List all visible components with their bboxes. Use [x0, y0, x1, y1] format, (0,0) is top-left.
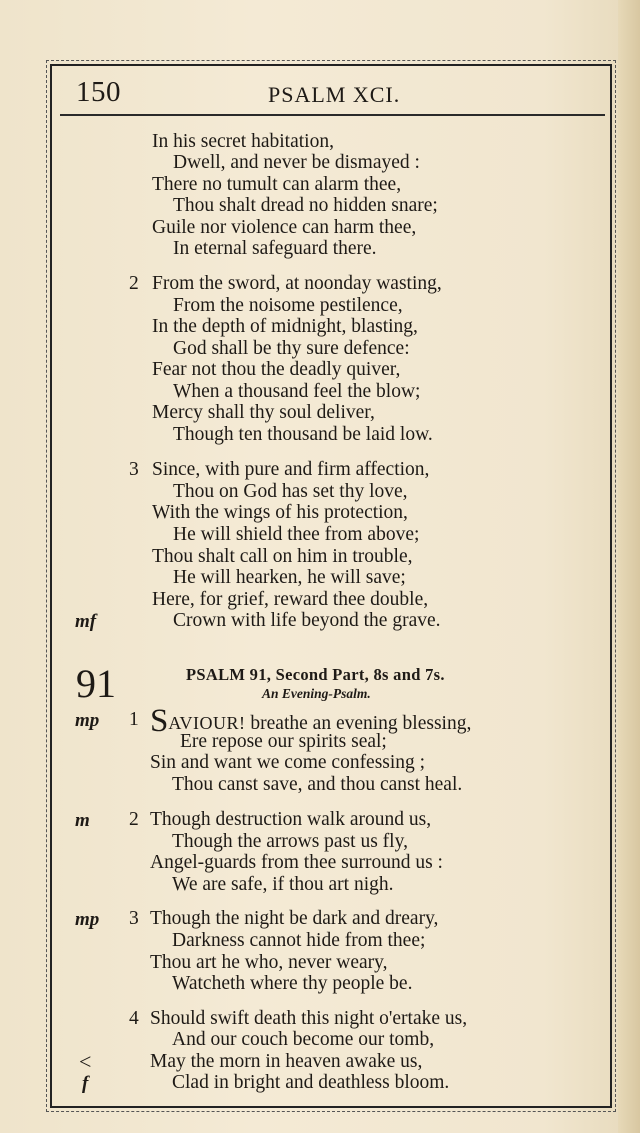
header-rule [60, 114, 605, 116]
verse-line: He will hearken, he will save; [173, 567, 406, 588]
page-spine-shadow [618, 0, 640, 1133]
verse-number: 2 [129, 809, 139, 830]
hymn-title: PSALM 91, Second Part, 8s and 7s. [186, 665, 445, 684]
verse-line: May the morn in heaven awake us, [150, 1051, 423, 1072]
verse-line: In the depth of midnight, blasting, [152, 316, 418, 337]
verse-line: Though the night be dark and dreary, [150, 908, 439, 929]
verse-line: Angel-guards from thee surround us : [150, 852, 443, 873]
verse-line: Sin and want we come confessing ; [150, 752, 426, 773]
first-line-tail: breathe an evening blessing, [245, 713, 472, 734]
verse-line: Thou shalt dread no hidden snare; [173, 195, 438, 216]
verse-number: 3 [129, 908, 139, 929]
verse-line: Crown with life beyond the grave. [173, 610, 441, 631]
verse-line: We are safe, if thou art nigh. [172, 874, 394, 895]
verse-line: Thou canst save, and thou canst heal. [172, 774, 463, 795]
verse-line: Though destruction walk around us, [150, 809, 432, 830]
crescendo-mark: < [79, 1049, 92, 1074]
verse-line: Since, with pure and firm affection, [152, 459, 430, 480]
verse-line: Dwell, and never be dismayed : [173, 152, 420, 173]
dynamic-mark-mf: mf [75, 611, 97, 632]
verse-line: When a thousand feel the blow; [173, 381, 421, 402]
verse-line: In his secret habitation, [152, 131, 334, 152]
verse-line: And our couch become our tomb, [172, 1029, 435, 1050]
drop-cap-letter: S [150, 703, 169, 739]
verse-line: In eternal safeguard there. [173, 238, 377, 259]
page-number: 150 [76, 76, 121, 108]
dynamic-mark-mp: mp [75, 710, 100, 731]
verse-line: God shall be thy sure defence: [173, 338, 410, 359]
verse-line: With the wings of his protection, [152, 502, 408, 523]
first-word-rest: AVIOUR! [168, 713, 246, 733]
verse-line: From the sword, at noonday wasting, [152, 273, 442, 294]
verse-line: Here, for grief, reward thee double, [152, 589, 429, 610]
dynamic-mark-f: f [82, 1073, 89, 1094]
verse-line: Watcheth where thy people be. [172, 973, 413, 994]
hymn-number: 91 [76, 661, 116, 706]
verse-line: Fear not thou the deadly quiver, [152, 359, 401, 380]
verse-number: 3 [129, 459, 139, 480]
verse-line: Though the arrows past us fly, [172, 831, 408, 852]
verse-line: Should swift death this night o'ertake us, [150, 1008, 468, 1029]
hymn-subtitle: An Evening-Psalm. [262, 686, 371, 701]
verse-line: Though ten thousand be laid low. [173, 424, 433, 445]
verse-line: Mercy shall thy soul deliver, [152, 402, 375, 423]
verse-line: There no tumult can alarm thee, [152, 174, 402, 195]
running-title: PSALM XCI. [268, 82, 401, 107]
verse-line: Ere repose our spirits seal; [180, 731, 387, 752]
verse-line: From the noisome pestilence, [173, 295, 403, 316]
verse-number: 2 [129, 273, 139, 294]
verse-line: Thou shalt call on him in trouble, [152, 546, 413, 567]
verse-line: Thou on God has set thy love, [173, 481, 408, 502]
verse-number: 4 [129, 1008, 139, 1029]
verse-number: 1 [129, 709, 139, 730]
verse-line: Clad in bright and deathless bloom. [172, 1072, 450, 1093]
verse-line: He will shield thee from above; [173, 524, 420, 545]
verse-line: Thou art he who, never weary, [150, 952, 388, 973]
dynamic-mark-m: m [75, 810, 90, 831]
verse-line: Guile nor violence can harm thee, [152, 217, 417, 238]
verse-line: Darkness cannot hide from thee; [172, 930, 426, 951]
dynamic-mark-mp: mp [75, 909, 100, 930]
